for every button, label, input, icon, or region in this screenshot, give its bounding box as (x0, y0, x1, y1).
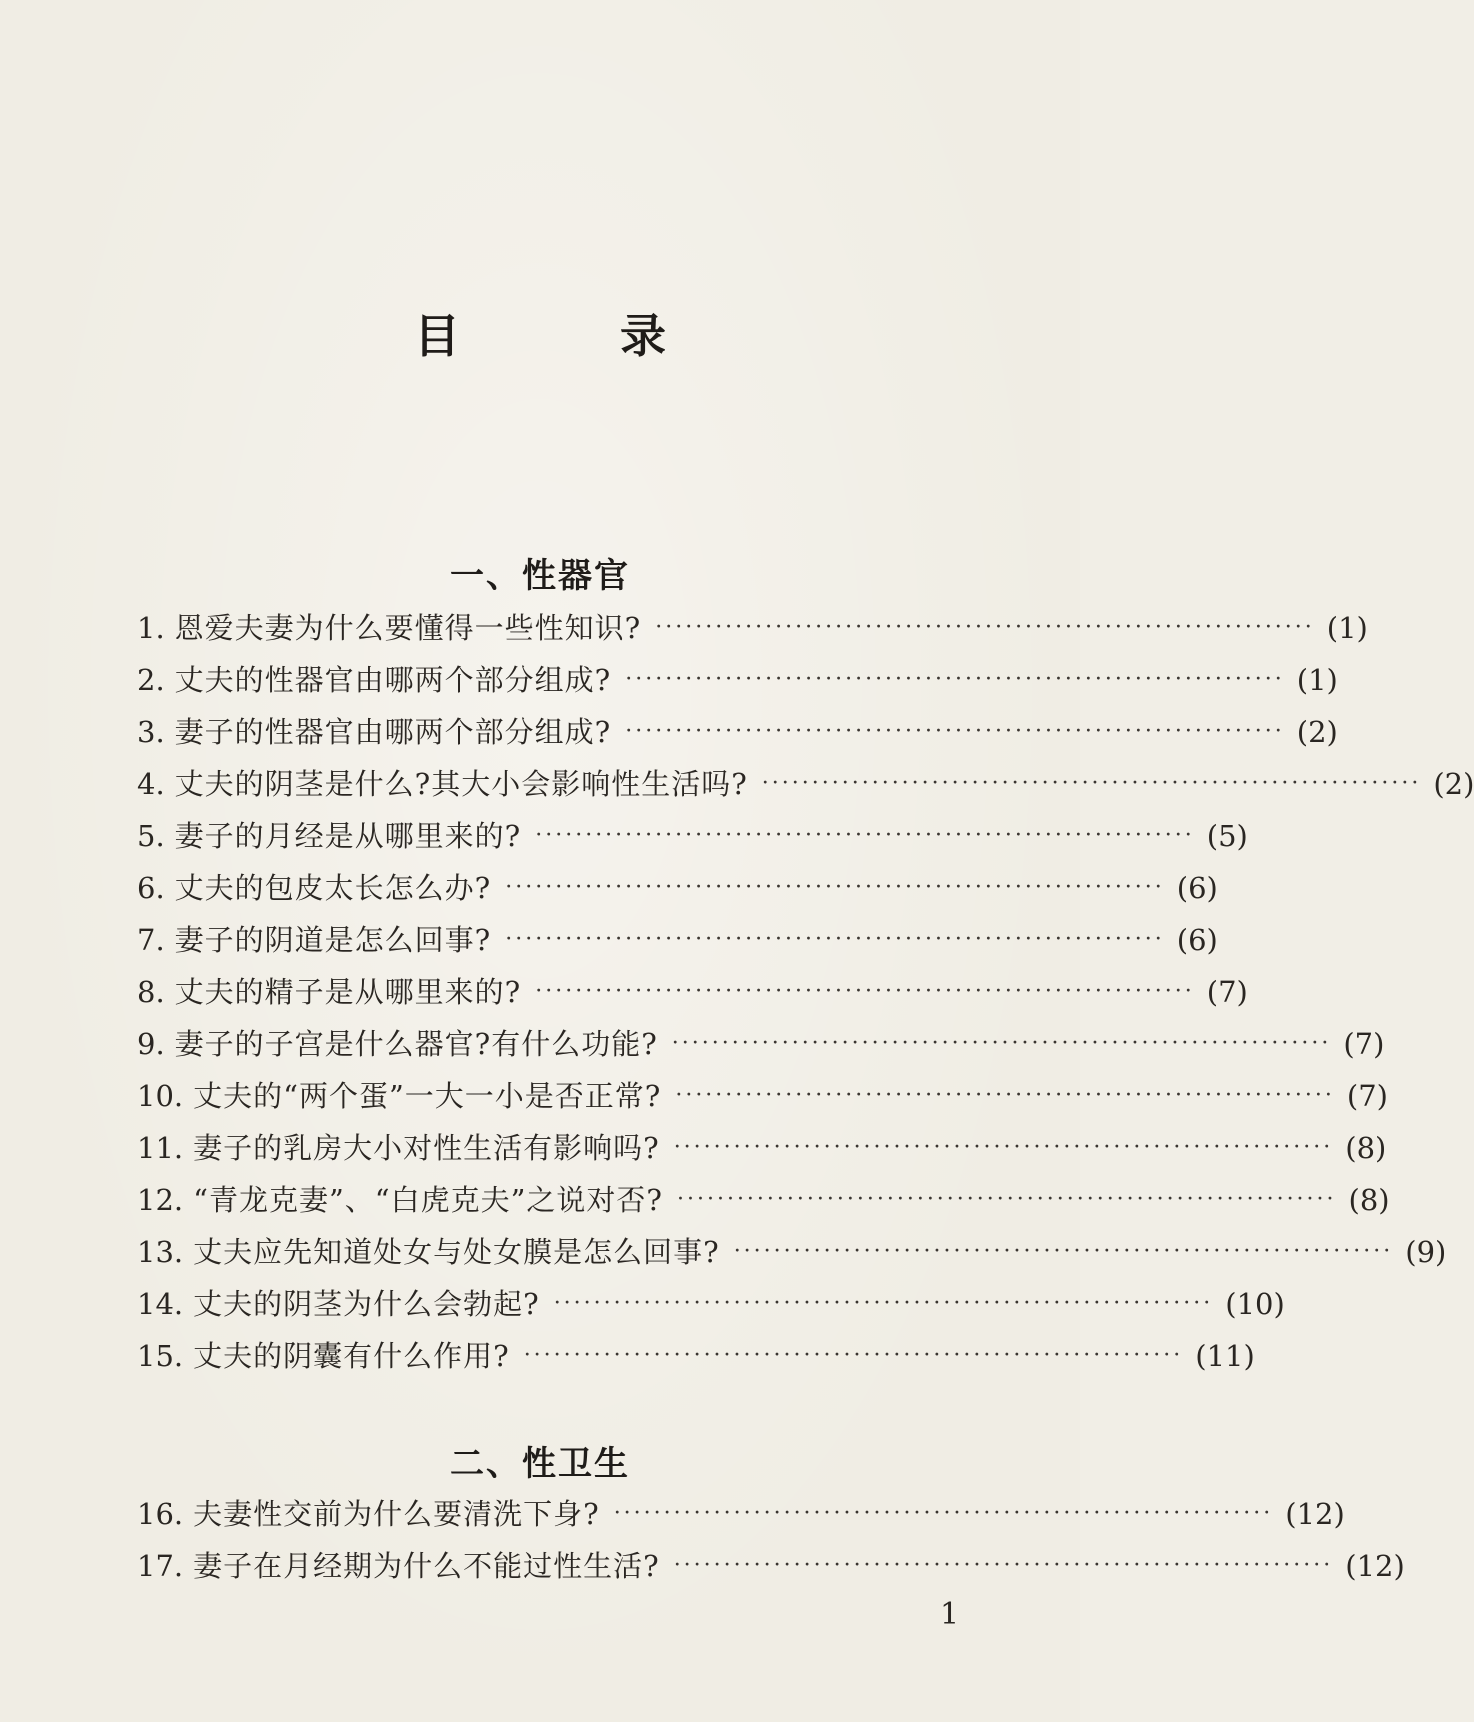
entry-number: 10. (137, 1079, 184, 1113)
entry-title: 丈夫应先知道处女与处女膜是怎么回事? (193, 1235, 720, 1269)
entry-number: 3. (137, 715, 165, 749)
entry-title: “青龙克妻”、“白虎克夫”之说对否? (193, 1183, 663, 1217)
entry-title: 妻子的子宫是什么器官?有什么功能? (174, 1027, 658, 1061)
toc-entry[interactable] (137, 1070, 1388, 1122)
toc-entry[interactable] (137, 1540, 1405, 1592)
dot-leader: ·································································· (675, 1083, 1335, 1108)
toc-entry[interactable] (137, 758, 1474, 810)
page-number: 1 (940, 1597, 960, 1632)
entry-page: (7) (1343, 1027, 1385, 1061)
toc-entry[interactable] (137, 602, 1368, 654)
entry-title: 丈夫的阴茎是什么?其大小会影响性生活吗? (174, 767, 748, 801)
entry-title: 夫妻性交前为什么要清洗下身? (193, 1497, 600, 1531)
entry-number: 8. (137, 975, 165, 1009)
toc-list (137, 1488, 1405, 1592)
dot-leader: ·································································· (671, 1031, 1332, 1056)
toc-entry[interactable] (137, 1174, 1390, 1226)
dot-leader: ·································································· (523, 1343, 1184, 1368)
dot-leader: ·································································· (676, 1187, 1337, 1212)
dot-leader: ·································································· (505, 927, 1165, 952)
entry-number: 9. (137, 1027, 165, 1061)
entry-title: 丈夫的“两个蛋”一大一小是否正常? (193, 1079, 662, 1113)
toc-entry[interactable] (137, 966, 1248, 1018)
entry-number: 7. (137, 923, 165, 957)
toc-entry[interactable] (137, 654, 1338, 706)
dot-leader: ·································································· (535, 823, 1195, 848)
entry-page: (2) (1296, 715, 1338, 749)
entry-title: 妻子的乳房大小对性生活有影响吗? (193, 1131, 660, 1165)
entry-number: 12. (137, 1183, 184, 1217)
entry-number: 5. (137, 819, 165, 853)
toc-entry[interactable] (137, 1122, 1387, 1174)
entry-number: 17. (137, 1549, 184, 1583)
entry-page: (10) (1225, 1287, 1285, 1321)
entry-number: 1. (137, 611, 165, 645)
entry-title: 丈夫的精子是从哪里来的? (174, 975, 522, 1009)
entry-page: (12) (1285, 1497, 1345, 1531)
entry-number: 2. (137, 663, 165, 697)
dot-leader: ·································································· (613, 1501, 1274, 1526)
entry-title: 丈夫的包皮太长怎么办? (174, 871, 492, 905)
entry-page: (6) (1176, 923, 1218, 957)
dot-leader: ·································································· (625, 719, 1285, 744)
entry-page: (12) (1345, 1549, 1405, 1583)
section-heading: 二、性卫生 (450, 1444, 630, 1484)
entry-page: (2) (1433, 767, 1474, 801)
entry-number: 14. (137, 1287, 184, 1321)
entry-page: (8) (1348, 1183, 1390, 1217)
dot-leader: ·································································· (733, 1239, 1394, 1264)
toc-entry[interactable] (137, 1226, 1447, 1278)
entry-number: 16. (137, 1497, 184, 1531)
dot-leader: ·································································· (673, 1553, 1334, 1578)
entry-title: 妻子在月经期为什么不能过性生活? (193, 1549, 660, 1583)
toc-entry[interactable] (137, 706, 1338, 758)
entry-number: 13. (137, 1235, 184, 1269)
entry-page: (9) (1405, 1235, 1447, 1269)
toc-entry[interactable] (137, 862, 1218, 914)
dot-leader: ·································································· (535, 979, 1195, 1004)
entry-number: 11. (137, 1131, 184, 1165)
entry-page: (1) (1326, 611, 1368, 645)
dot-leader: ·································································· (673, 1135, 1334, 1160)
entry-page: (11) (1195, 1339, 1255, 1373)
entry-page: (5) (1206, 819, 1248, 853)
entry-title: 妻子的阴道是怎么回事? (174, 923, 492, 957)
toc-entry[interactable] (137, 1488, 1345, 1540)
dot-leader: ·································································· (625, 667, 1285, 692)
entry-number: 4. (137, 767, 165, 801)
section-heading: 一、性器官 (450, 556, 630, 596)
toc-entry[interactable] (137, 914, 1218, 966)
entry-page: (6) (1176, 871, 1218, 905)
entry-page: (8) (1345, 1131, 1387, 1165)
toc-entry[interactable] (137, 1018, 1385, 1070)
entry-title: 恩爱夫妻为什么要懂得一些性知识? (174, 611, 642, 645)
entry-number: 15. (137, 1339, 184, 1373)
dot-leader: ·································································· (553, 1291, 1214, 1316)
dot-leader: ·································································· (761, 771, 1422, 796)
toc-entry[interactable] (137, 810, 1248, 862)
entry-page: (7) (1206, 975, 1248, 1009)
dot-leader: ·································································· (505, 875, 1165, 900)
entry-title: 丈夫的阴茎为什么会勃起? (193, 1287, 540, 1321)
entry-page: (1) (1296, 663, 1338, 697)
toc-entry[interactable] (137, 1330, 1255, 1382)
entry-number: 6. (137, 871, 165, 905)
entry-title: 丈夫的性器官由哪两个部分组成? (174, 663, 612, 697)
entry-title: 丈夫的阴囊有什么作用? (193, 1339, 510, 1373)
page-title: 目 录 (413, 309, 738, 363)
dot-leader: ·································································· (655, 615, 1315, 640)
entry-page: (7) (1346, 1079, 1388, 1113)
toc-entry[interactable] (137, 1278, 1285, 1330)
entry-title: 妻子的性器官由哪两个部分组成? (174, 715, 612, 749)
entry-title: 妻子的月经是从哪里来的? (174, 819, 522, 853)
toc-list (137, 602, 1474, 1382)
